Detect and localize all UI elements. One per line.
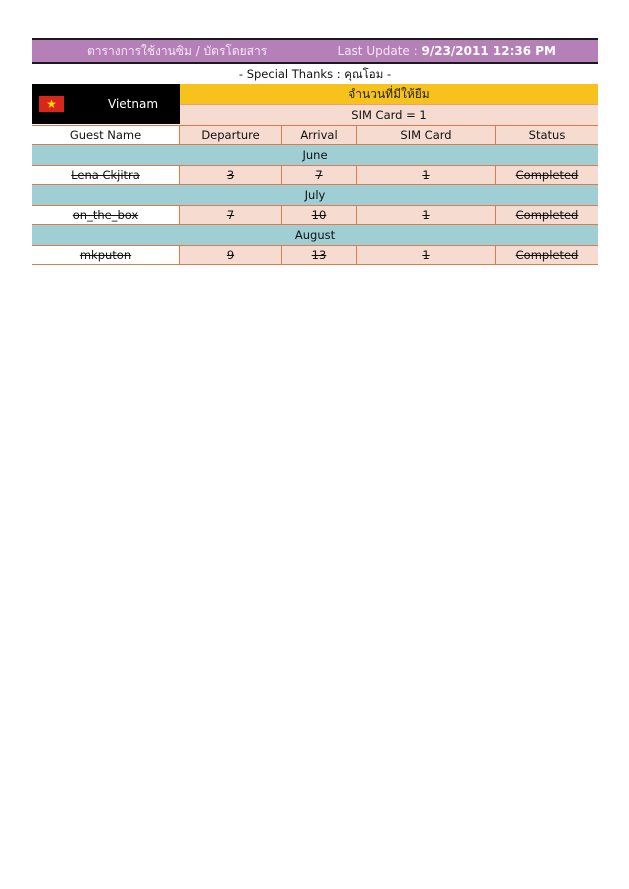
- column-header: Status: [496, 125, 598, 145]
- column-header: Arrival: [282, 125, 357, 145]
- last-update-value: 9/23/2011 12:36 PM: [421, 44, 556, 58]
- last-update: [338, 44, 556, 58]
- table-row: [32, 245, 598, 265]
- guest-name: mkputon: [32, 245, 180, 265]
- country-row: [32, 84, 598, 125]
- departure-value: 7: [180, 205, 282, 225]
- status-value: Completed: [496, 205, 598, 225]
- column-header: Departure: [180, 125, 282, 145]
- last-update-label: Last Update :: [337, 44, 418, 58]
- table-row: [32, 165, 598, 185]
- month-band: July: [32, 185, 598, 205]
- departure-value: 3: [180, 165, 282, 185]
- sheet-header: [32, 38, 598, 64]
- arrival-value: 13: [282, 245, 357, 265]
- sim-card-value: 1: [357, 205, 496, 225]
- month-band: June: [32, 145, 598, 165]
- status-value: Completed: [496, 165, 598, 185]
- column-headers: [32, 125, 598, 145]
- sim-card-count: SIM Card = 1: [180, 104, 598, 125]
- sim-card-value: 1: [357, 245, 496, 265]
- special-thanks: - Special Thanks : คุณโอม -: [238, 67, 392, 81]
- arrival-value: 10: [282, 205, 357, 225]
- status-value: Completed: [496, 245, 598, 265]
- sim-card-value: 1: [357, 165, 496, 185]
- country-name: Vietnam: [108, 97, 159, 111]
- flag-star-icon: ★: [46, 97, 57, 111]
- column-header: Guest Name: [32, 125, 180, 145]
- month-band: August: [32, 225, 598, 245]
- vietnam-flag-icon: [39, 96, 64, 112]
- guest-name: Lena Ckjitra: [32, 165, 180, 185]
- guest-name: on_the_box: [32, 205, 180, 225]
- arrival-value: 7: [282, 165, 357, 185]
- sim-usage-sheet: [32, 38, 598, 265]
- departure-value: 9: [180, 245, 282, 265]
- country-cell: [32, 84, 180, 124]
- availability-block: [180, 84, 598, 125]
- availability-label: จำนวนที่มีให้ยืม: [180, 84, 598, 104]
- sheet-title: ตารางการใช้งานซิม / บัตรโดยสาร: [87, 43, 268, 58]
- table-row: [32, 205, 598, 225]
- column-header: SIM Card: [357, 125, 496, 145]
